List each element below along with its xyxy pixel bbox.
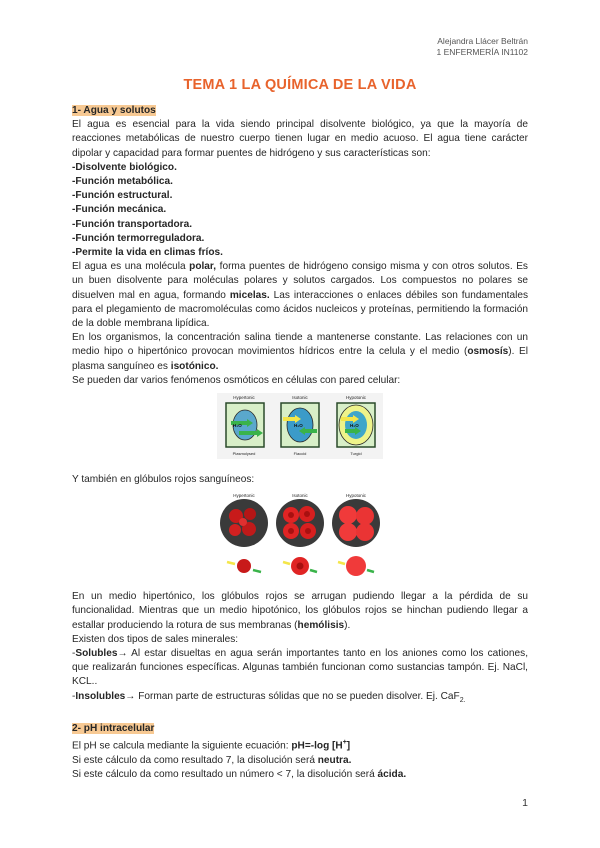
page-title: TEMA 1 LA QUÍMICA DE LA VIDA	[183, 77, 417, 93]
osmosis-paragraph: En los organismos, la concentración salina tiende a mantenerse constante. Las relaciones con un medio hipo o hipertónico provocan movimientos hídricos entre la celula y el medio (osmosís). El plasma sanguíneo es isotónico.	[72, 332, 528, 372]
author-block	[437, 36, 529, 58]
rbc-isotonic-dish	[276, 499, 324, 547]
plant-cell-flaccid	[281, 403, 319, 447]
fig1-label-turgid: Turgid	[350, 451, 362, 457]
document-body	[72, 104, 528, 782]
ph-equation-line: El pH se calcula mediante la siguiente ecuación: pH=-log [H+]	[72, 739, 351, 752]
fig1-label-isotonic: Isotonic	[292, 395, 308, 401]
fig1-label-flaccid: Flaccid	[293, 451, 307, 457]
function-item: -Función estructural.	[72, 190, 173, 202]
function-item: -Función metabólica.	[72, 176, 173, 188]
function-item: -Permite la vida en climas fríos.	[72, 247, 223, 259]
rbc-hypotonic-dish	[332, 499, 380, 547]
author-name: Alejandra Llácer Beltrán	[437, 36, 528, 46]
fig2-label-hypotonic: Hypotonic	[345, 493, 367, 499]
insoluble-salts-item: -Insolubles→ Forman parte de estructuras sólidas que no se pueden disolver. Ej. CaF$_{2.}$	[72, 690, 466, 704]
section-heading-ph: 2- pH intracelular	[72, 722, 155, 734]
svg-text:H₂O: H₂O	[294, 423, 303, 429]
function-item: -Función termorreguladora.	[72, 232, 205, 244]
function-item: -Función transportadora.	[72, 218, 193, 230]
function-item: -Función mecánica.	[72, 204, 167, 216]
hemolysis-paragraph: En un medio hipertónico, los glóbulos rojos se arrugan pudiendo llegar a la pérdida de su funcionalidad. Mientras que un medio hipotónico, los glóbulos rojos se hinchan pudiendo llegar a estallar produciendo la rotura de sus membranas (hemólisis).	[72, 591, 528, 631]
polarity-paragraph: El agua es una molécula polar, forma puentes de hidrógeno consigo misma y con otros solutos. Es un buen disolvente para moléculas polares y solutos cargados. Los compuestos no polares se disuelven mal en agua, formando micelas. Las interacciones o enlaces débiles son fundamentales para el plegamiento de macromoléculas como ácidos nucleicos y proteínas, permitiendo la formación de la doble membrana lipídica.	[72, 261, 528, 330]
function-item: -Disolvente biológico.	[72, 161, 177, 173]
course-code: 1 ENFERMERÍA IN1102	[436, 47, 528, 57]
plant-cell-osmosis-figure	[217, 393, 383, 459]
intro-paragraph: El agua es esencial para la vida siendo principal disolvente biológico, ya que la mayoría de reacciones metabólicas de nuestro cuerpo tienen lugar en medio acuoso. El agua tiene carácter dipolar y capacidad para formar puentes de hidrógeno y sus características son:	[72, 119, 528, 159]
osmotic-phenomena-text: Se pueden dar varios fenómenos osmóticos en células con pared celular:	[72, 374, 401, 386]
svg-text:H₂O: H₂O	[233, 423, 242, 429]
fig2-label-hypertonic: Hypertonic	[233, 493, 255, 499]
mineral-salts-intro: Existen dos tipos de sales minerales:	[72, 633, 239, 645]
rbc-hypertonic-dish	[220, 499, 268, 547]
ph-neutral-line: Si este cálculo da como resultado 7, la disolución será neutra.	[72, 754, 352, 766]
page-number: 1	[522, 797, 528, 809]
fig1-label-plasmolysed: Plasmolysed	[232, 451, 256, 457]
ph-acid-line: Si este cálculo da como resultado un número < 7, la disolución será ácida.	[72, 768, 407, 780]
fig2-label-isotonic: Isotonic	[292, 493, 308, 499]
fig1-label-hypertonic: Hypertonic	[233, 395, 255, 401]
fig1-label-hypotonic: Hypotonic	[345, 395, 367, 401]
svg-text:H₂O: H₂O	[350, 423, 359, 429]
red-cells-text: Y también en glóbulos rojos sanguíneos:	[72, 474, 255, 486]
soluble-salts-item: -Solubles→ Al estar disueltas en agua serán importantes tanto en los aniones como los cationes, que realizarán funciones específicas. Algunas también funcionan como sustancias tampón. Ej. NaCl, KCL..	[72, 648, 528, 688]
plant-cell-turgid	[337, 403, 375, 447]
plant-cell-plasmolysed	[226, 403, 264, 447]
section-heading-water: 1- Agua y solutos	[72, 105, 156, 116]
red-blood-cell-osmosis-figure	[217, 492, 383, 582]
